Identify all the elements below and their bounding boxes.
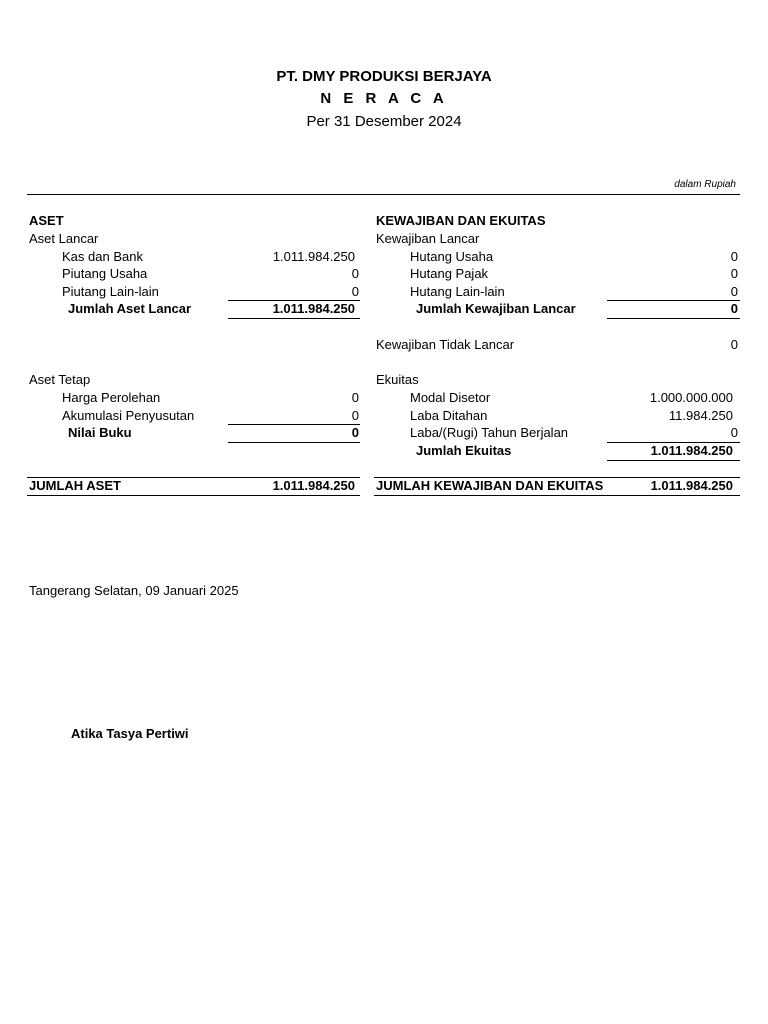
non-current-liabilities-value: 0 xyxy=(730,337,738,352)
subtotal-underline xyxy=(228,442,360,443)
current-assets-total-label: Jumlah Aset Lancar xyxy=(68,301,192,316)
liability-item-label: Hutang Usaha xyxy=(410,249,494,264)
grand-total-underline xyxy=(374,495,740,496)
liability-item-value: 0 xyxy=(730,266,738,281)
company-name: PT. DMY PRODUKSI BERJAYA xyxy=(276,68,492,85)
fixed-assets-label: Aset Tetap xyxy=(29,372,91,387)
current-assets-total-value: 1.011.984.250 xyxy=(272,301,355,316)
signatory-name: Atika Tasya Pertiwi xyxy=(71,726,189,741)
liabilities-heading: KEWAJIBAN DAN EKUITAS xyxy=(376,213,546,228)
equity-item-value: 0 xyxy=(730,425,738,440)
asset-item-value: 0 xyxy=(351,408,359,423)
report-period: Per 31 Desember 2024 xyxy=(306,113,462,130)
current-liabilities-total-value: 0 xyxy=(730,301,738,316)
equity-item-label: Laba Ditahan xyxy=(410,408,488,423)
currency-note: dalam Rupiah xyxy=(674,179,736,190)
liability-item-value: 0 xyxy=(730,249,738,264)
asset-item-label: Piutang Lain-lain xyxy=(62,284,159,299)
header-divider xyxy=(27,194,740,195)
place-date: Tangerang Selatan, 09 Januari 2025 xyxy=(29,583,239,598)
subtotal-underline xyxy=(607,460,740,461)
equity-item-label: Modal Disetor xyxy=(410,390,491,405)
asset-item-value: 0 xyxy=(351,284,359,299)
total-liabilities-equity-label: JUMLAH KEWAJIBAN DAN EKUITAS xyxy=(376,478,604,493)
asset-item-label: Piutang Usaha xyxy=(62,266,148,281)
current-assets-label: Aset Lancar xyxy=(29,231,99,246)
asset-item-value: 0 xyxy=(351,390,359,405)
non-current-liabilities-label: Kewajiban Tidak Lancar xyxy=(376,337,515,352)
equity-total-label: Jumlah Ekuitas xyxy=(416,443,512,458)
equity-item-label: Laba/(Rugi) Tahun Berjalan xyxy=(410,425,569,440)
asset-item-label: Kas dan Bank xyxy=(62,249,143,264)
equity-label: Ekuitas xyxy=(376,372,419,387)
asset-item-value: 0 xyxy=(351,266,359,281)
equity-item-value: 11.984.250 xyxy=(668,408,733,423)
fixed-assets-total-value: 0 xyxy=(351,425,359,440)
fixed-assets-total-label: Nilai Buku xyxy=(68,425,132,440)
liability-item-value: 0 xyxy=(730,284,738,299)
liability-item-label: Hutang Lain-lain xyxy=(410,284,505,299)
subtotal-underline xyxy=(607,318,740,319)
grand-total-underline xyxy=(27,495,360,496)
total-assets-label: JUMLAH ASET xyxy=(29,478,121,493)
subtotal-underline xyxy=(228,318,360,319)
current-liabilities-label: Kewajiban Lancar xyxy=(376,231,480,246)
asset-item-value: 1.011.984.250 xyxy=(272,249,355,264)
liability-item-label: Hutang Pajak xyxy=(410,266,489,281)
assets-heading: ASET xyxy=(29,213,64,228)
equity-item-value: 1.000.000.000 xyxy=(649,390,733,405)
current-liabilities-total-label: Jumlah Kewajiban Lancar xyxy=(416,301,576,316)
total-assets-value: 1.011.984.250 xyxy=(272,478,355,493)
report-title: N E R A C A xyxy=(320,90,448,107)
total-liabilities-equity-value: 1.011.984.250 xyxy=(650,478,733,493)
asset-item-label: Akumulasi Penyusutan xyxy=(62,408,195,423)
asset-item-label: Harga Perolehan xyxy=(62,390,161,405)
equity-total-value: 1.011.984.250 xyxy=(650,443,733,458)
